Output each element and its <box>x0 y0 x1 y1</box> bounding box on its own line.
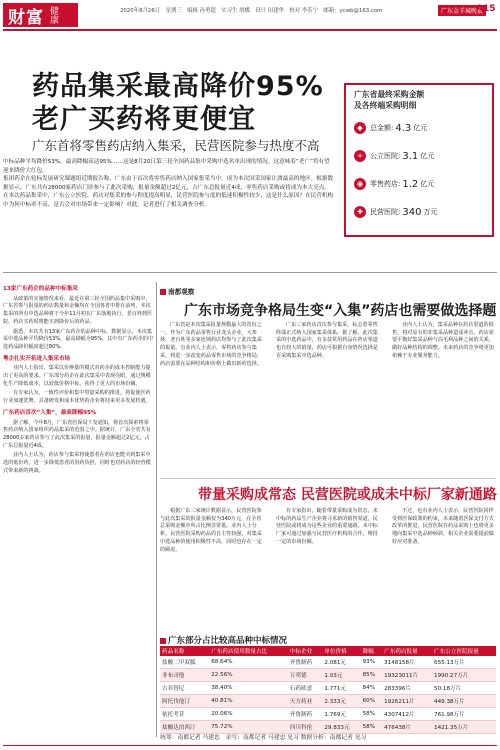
cell: 四川科伦 <box>288 721 323 734</box>
stat-unit: 亿元 <box>420 180 435 188</box>
table-title-text: 广东部分占比较高品种中标情况 <box>168 636 288 646</box>
stats-title <box>354 89 424 111</box>
footer-rule <box>3 745 497 746</box>
cell: 天方药业 <box>288 695 323 708</box>
bid-results-table <box>160 646 496 734</box>
cell: 依托考昔 <box>160 708 209 721</box>
cell: 4307412片 <box>382 708 432 721</box>
cell: 449.38万片 <box>432 695 496 708</box>
article-column: 业内人士认为，集采品种在药店渠道的销售，将对原有的非集采品种造成冲击，药店需要平衡好集采品种与高毛利品种之间的关系，做好品种结构的调整。未来药店的竞争将更加依赖于专业服务能力。 <box>392 322 494 359</box>
article-title: 广东市场竞争格局生变“入集”药店也需要做选择题 <box>184 303 497 319</box>
cell: 1926211片 <box>382 695 432 708</box>
stat-unit: 亿元 <box>413 124 428 132</box>
brand-subtitle: 健康 <box>48 6 58 24</box>
headline <box>32 70 324 136</box>
edition-badge: 广东金羊城晚报 <box>438 5 486 16</box>
table-row <box>160 656 496 669</box>
table-row <box>160 708 496 721</box>
table-row <box>160 695 496 708</box>
cell: 85% <box>361 669 383 682</box>
col-header: 降幅 <box>361 646 383 656</box>
stat-value: 1.2 <box>402 178 419 190</box>
table-title <box>160 634 287 646</box>
stat-pharmacy <box>354 175 434 193</box>
cell: 22.56% <box>209 669 288 682</box>
col-header: 单位价格 <box>322 646 360 656</box>
cell: 58% <box>361 721 383 734</box>
cell: 石药欧意 <box>288 682 323 695</box>
cell: 68.64% <box>209 656 288 669</box>
cell: 万邦德 <box>288 669 323 682</box>
cell: 非布司他 <box>160 669 209 682</box>
page-number: A15 <box>476 4 496 14</box>
stat-label: 民营医院: <box>370 208 401 216</box>
cell: 吉非替尼 <box>160 682 209 695</box>
section-heading: 粤企扎实开拓进入集采市场 <box>3 355 71 362</box>
cell: 40.81% <box>209 695 288 708</box>
paragraph: 有专家认为，一致性评价和集中带量采购的推进，将促使医药行业加速洗牌，具备研发和成本优势的企业将迎来更多发展机遇。 <box>3 390 151 405</box>
paragraph: 据了解，今年8月，广东省医保局下发通知，将首次探索将零售药店纳入国家组织药品集采的范围之中。据统计，广东全省共有28000多家药店参与了此次集采的报量，报量金额超过2亿元，占广东总报量近4成。 <box>3 419 151 449</box>
stat-label: 公立医院: <box>370 152 401 160</box>
section-heading: 13家广东药企的品种中标集采 <box>3 286 78 292</box>
stat-label: 零售药店: <box>370 180 401 188</box>
article-title: 带量采购成常态 民营医院或成未中标厂家新通路 <box>198 487 497 503</box>
col-header: 药品名称 <box>160 646 209 656</box>
cell: 2.333元 <box>322 695 360 708</box>
stats-title-text: 广东省最终采购金额 及各终端采购明细 <box>354 90 425 110</box>
hospital-icon: ✚ <box>354 206 366 218</box>
table-row <box>160 682 496 695</box>
cell: 1421.35万片 <box>432 721 496 734</box>
cell: 盐酸达泊西汀 <box>160 721 209 734</box>
stat-label: 总金额: <box>370 124 394 132</box>
cell: 761.98万片 <box>432 708 496 721</box>
issue-meta: 2020年8月26日 星期三 编辑 孙勇超 实习生 胡蝶 设计 田建华 校对 李若宁 邮箱：ycwb@163.com <box>120 8 383 14</box>
stat-public-hospital <box>354 147 434 165</box>
cell: 19323011片 <box>382 669 432 682</box>
column-label-text: 南都观察 <box>168 288 195 296</box>
article-column: 有专家指出，随着带量采购成为常态，未中标的药品生产企业将寻求新的销售渠道，民营医院或将成为这些企业的重要通路。未中标厂家可通过加强与民营医疗机构的合作，维持一定的市场份额。 <box>276 508 378 545</box>
cell: 476438片 <box>382 721 432 734</box>
table-row <box>160 669 496 682</box>
square-icon <box>160 289 166 295</box>
cell: 60% <box>361 695 383 708</box>
cell: 283396片 <box>382 682 432 695</box>
headline-line-2: 老广买药将更便宜 <box>32 104 256 135</box>
cell: 29.833元 <box>322 721 360 734</box>
paragraph: 业内人士指出，集采以价换量的模式对药企的成本控制能力提出了更高的要求。广东部分药企在此次集采中表现亮眼，通过规模化生产降低成本，以较低价格中标，获得了更大的市场份额。 <box>3 365 151 387</box>
cell: 盐酸二甲双胍 <box>160 656 209 669</box>
left-column <box>3 282 153 477</box>
cell: 84% <box>361 682 383 695</box>
cell: 75.72% <box>209 721 288 734</box>
article-column: 不过，也有业内人士表示，民营医院同样受到医保政策的约束，未来随着医保支付方式改革的推进，民营医院在药品采购上也将更多地向集采中选品种倾斜，相关企业需要提前做好应对准备。 <box>392 508 494 545</box>
cell: 齐鲁制药 <box>288 708 323 721</box>
cell: 655.13万片 <box>432 656 496 669</box>
article-column: 根据广东三家统计数据显示，民营医院参与此次集采的报量金额仅为340万元，在全省总采购金额中所占比例非常低。业内人士分析，民营医院采购药品的自主性较强，对集采中选品种的使用积极性不高，同时也存在一定的顾虑。 <box>160 508 262 553</box>
cell: 1.769元 <box>322 708 360 721</box>
cell: 1.771元 <box>322 682 360 695</box>
col-header: 广东药店使用数量占比 <box>209 646 288 656</box>
procurement-stats-panel <box>344 83 494 237</box>
divider <box>160 478 496 479</box>
section-heading: 广东药店首次“入集”，最高降幅95% <box>3 409 97 416</box>
cell: 2.081元 <box>322 656 360 669</box>
stat-unit: 亿元 <box>420 152 435 160</box>
col-header: 中标企业 <box>288 646 323 656</box>
cell: 1990.27万片 <box>432 669 496 682</box>
stat-value: 340 <box>402 206 422 218</box>
cell: 3148158片 <box>382 656 432 669</box>
cell: 38.40% <box>209 682 288 695</box>
stat-unit: 万元 <box>423 208 438 216</box>
stat-private-hospital <box>354 203 437 221</box>
cell: 阿托伐他汀 <box>160 695 209 708</box>
cell: 93% <box>361 656 383 669</box>
brand-title: 财富 <box>8 7 44 28</box>
paragraph: 从政策的实施情况来看，最近在第三轮全国药品集中采购中，广东省参与报量的药店数量和金额均在全国各省中排在前列，本次集采的所有中选品种将于今年11月初在广东落地执行，老百姓到医院、药店买药时将能买到降价后的药品。 <box>3 295 153 325</box>
divider <box>3 272 497 273</box>
header-rule <box>3 29 497 31</box>
column-divider <box>156 282 157 737</box>
stat-value: 4.3 <box>395 122 412 134</box>
pill-icon: ◉ <box>354 178 366 190</box>
stat-total <box>354 119 427 137</box>
article-column: 广东省是本次集采报量规模最大的省份之一，作为广东药品零售行业龙头企业，大参林、老百姓等多家连锁药店均参与了此次集采的报量。有业内人士表示，零售药店参与集采，将进一步改变药品零售市场的竞争格局，药店需要在品种结构和价格上做出新的选择。 <box>160 322 262 367</box>
col-header: 广东公立医院报量 <box>432 646 496 656</box>
intro-paragraph: 中标品种平均降价53%，最高降幅高达95%……这是8月20日第三轮全国药品集中采购中选名单出现的情况。这意味着“老广”将有望迎来降价大红包。 集团药企在轮标发展研究课题组近期报告称，广东由于首次将零售药店纳入国家集采当中，成为本次国采国家让渡最高的地区。根据数据显示，广东共有28000家药店门诊参与了此次采购，报量金额超过2亿元，占广东总报量近4成，零售药店采购或将成为本大亮点。 在本次药品集采中，广东公立医院、药店对集采的参与程度提高明显，民营医院参与度的低迷积极性较少，这是什么原因？在民营机构中为何中标率不高，是否会对市场带来一定影响？对此，记者进行了相关调查分析。 <box>3 159 334 208</box>
column-label <box>160 286 194 296</box>
cell: 1.03元 <box>322 669 360 682</box>
diamond-icon: ◆ <box>354 122 366 134</box>
col-header: 广东药店报量 <box>382 646 432 656</box>
stat-value: 3.1 <box>402 150 419 162</box>
cell: 齐鲁制药 <box>288 656 323 669</box>
paragraph: 据悉，本次共有13家广东药企的品种中标。数据显示，本次集采中选品种平均降价53%，最高降幅为95%，其中有广东药企的中选药品降价幅度超过80%。 <box>3 328 153 350</box>
page-header <box>0 0 500 30</box>
subtitle: 广东首将零售药店纳入集采，民营医院参与热度不高 <box>32 138 320 153</box>
paragraph: 业内人士认为，药店参与集采将使患者在药店也能买到集采中选的低价药，进一步降低患者的用药负担，同时也对药店的经营模式带来新的挑战。 <box>3 452 151 474</box>
table-header-row <box>160 646 496 656</box>
cell: 50.18万片 <box>432 682 496 695</box>
cell: 20.06% <box>209 708 288 721</box>
section-brand <box>3 3 78 27</box>
square-icon <box>160 638 166 644</box>
headline-line-1: 药品集采最高降价95% <box>32 71 324 102</box>
credits-line: 统筹：南都记者 马建忠 采写：南都记者 马建忠 见习 数据分析：南都记者 见习 <box>160 735 367 741</box>
article-column: 广东三家药店首次参与集采，标志着零售终端正式纳入国家集采体系。据了解，此次集采的中选药品中，有多款常用药品在药店渠道也有较大的销量，药店可根据自身情况选择是否采购集采中选品种。 <box>276 322 378 359</box>
cross-icon: + <box>354 150 366 162</box>
cell: 58% <box>361 708 383 721</box>
